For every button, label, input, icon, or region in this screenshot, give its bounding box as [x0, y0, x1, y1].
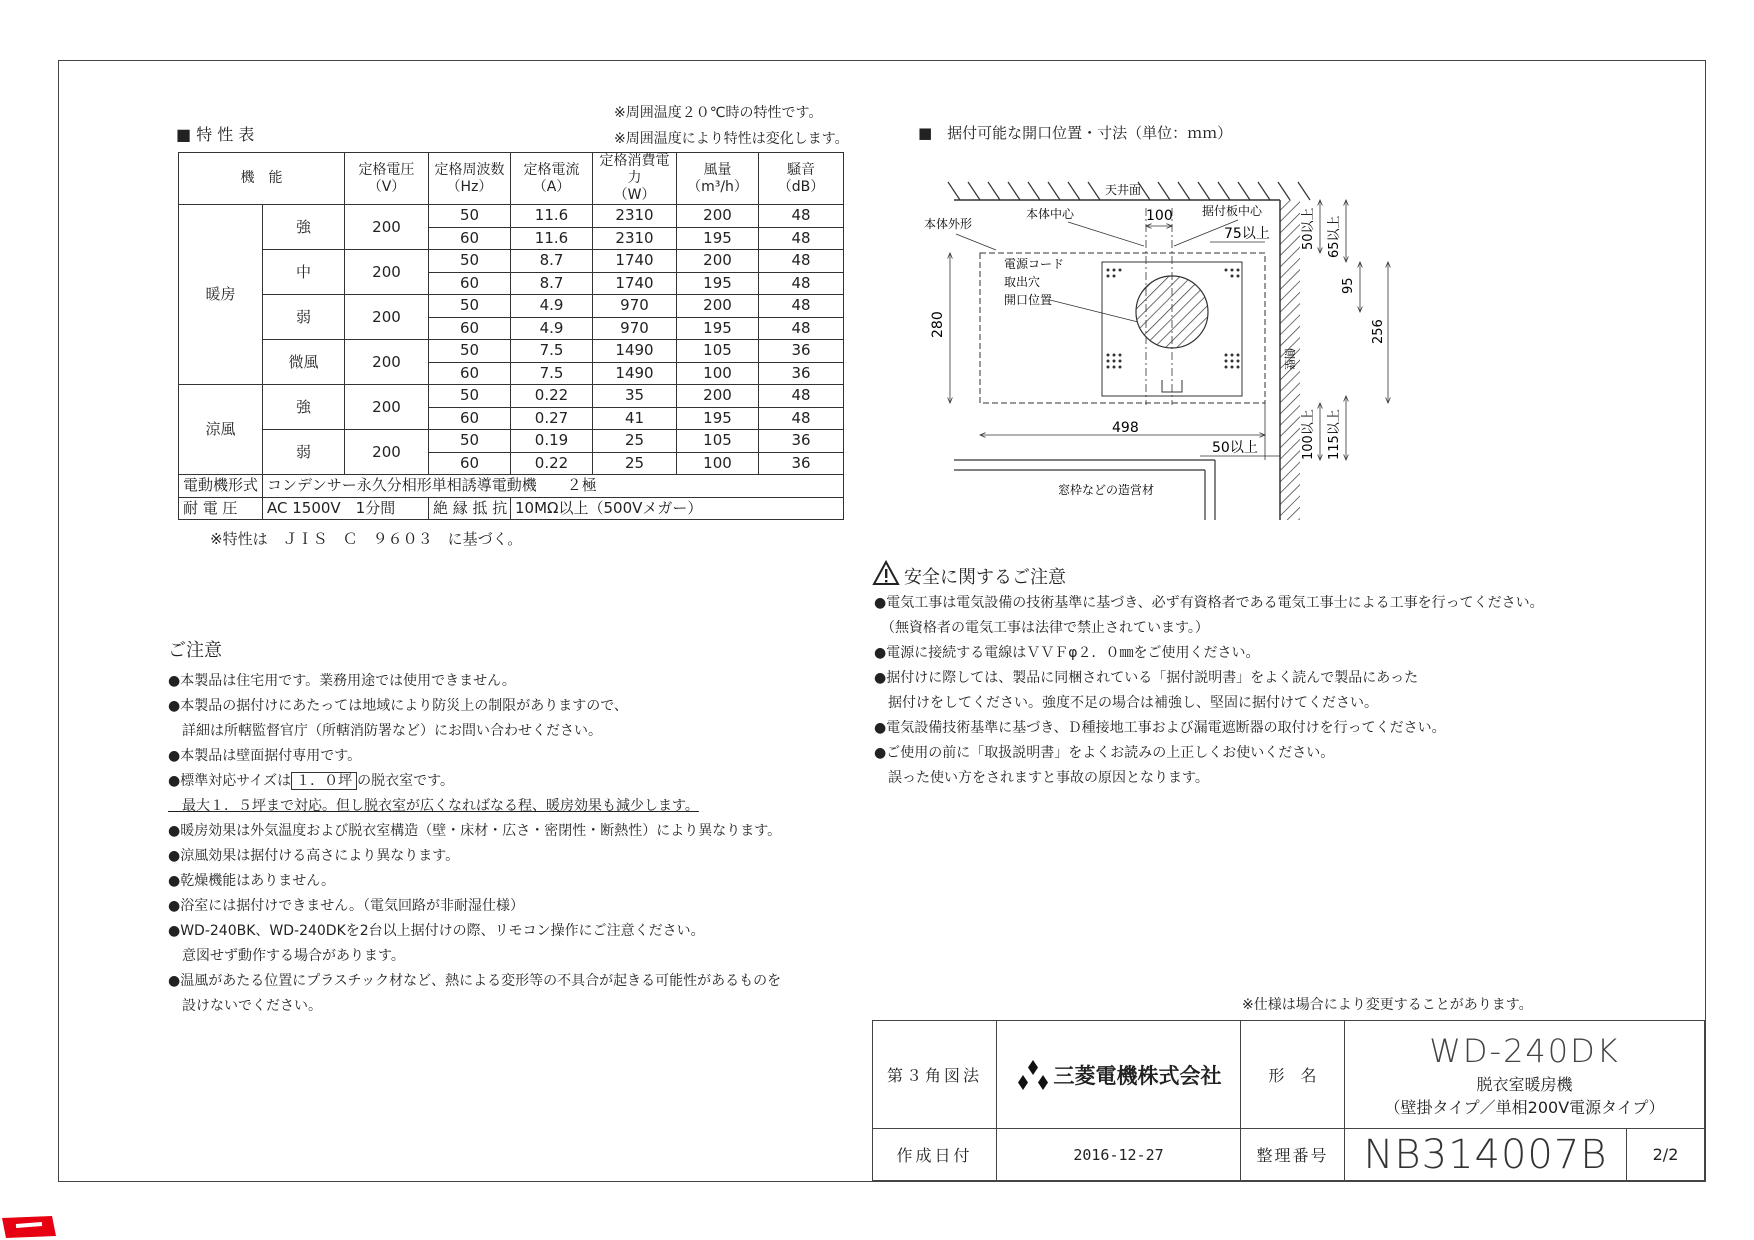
mode-name: 弱	[263, 430, 345, 475]
spec-change-note: ※仕様は場合により変更することがあります。	[1242, 997, 1533, 1013]
spec-cell: 195	[677, 227, 759, 250]
spec-cell: 36	[759, 340, 844, 363]
spec-cell: 60	[429, 317, 511, 340]
voltage-cell: 200	[345, 205, 429, 250]
spec-cell: 50	[429, 250, 511, 273]
spec-cell: 200	[677, 385, 759, 408]
spec-cell: 48	[759, 250, 844, 273]
title-block	[872, 1020, 1705, 1181]
spec-cell: 8.7	[511, 250, 593, 273]
spec-cell: 4.9	[511, 295, 593, 318]
mode-name: 微風	[263, 340, 345, 385]
spec-cell: 48	[759, 317, 844, 340]
spec-body	[179, 205, 844, 475]
spec-cell: 200	[677, 205, 759, 228]
safety-line: ●据付けに際しては、製品に同梱されている「据付説明書」をよく読んで製品にあった	[874, 670, 1419, 686]
note-line: ●本製品は住宅用です。業務用途では使用できません。	[168, 673, 516, 689]
voltage-cell: 200	[345, 430, 429, 475]
date-value: 2016-12-27	[997, 1129, 1241, 1181]
spec-note-2: ※周囲温度により特性は変化します。	[614, 131, 849, 147]
motor-value: コンデンサー永久分相形単相誘導電動機 ２極	[263, 475, 844, 498]
spec-cell: 36	[759, 362, 844, 385]
spec-cell: 35	[593, 385, 677, 408]
spec-cell: 970	[593, 317, 677, 340]
spec-cell: 60	[429, 227, 511, 250]
spec-cell: 0.27	[511, 407, 593, 430]
safety-line: 誤った使い方をされますと事故の原因となります。	[874, 770, 1209, 786]
spec-cell: 60	[429, 272, 511, 295]
spec-cell: 100	[677, 362, 759, 385]
spec-cell: 4.9	[511, 317, 593, 340]
spec-note-1: ※周囲温度２０℃時の特性です。	[614, 105, 823, 121]
spec-cell: 8.7	[511, 272, 593, 295]
dim-100-bottom: 100以上	[1301, 409, 1316, 460]
safety-line: ●電源に接続する電線はＶＶＦφ２．０㎜をご使用ください。	[874, 645, 1260, 661]
header-current: 定格電流 （A）	[511, 153, 593, 205]
dim-115: 115以上	[1327, 409, 1342, 460]
mitsubishi-logo-icon	[1016, 1060, 1050, 1090]
spec-cell: 105	[677, 430, 759, 453]
spec-cell: 0.22	[511, 385, 593, 408]
body-outline-label: 本体外形	[924, 217, 973, 231]
spec-row	[179, 430, 844, 453]
model-label: 形 名	[1241, 1021, 1345, 1129]
cord-label-2: 取出穴	[1004, 275, 1041, 289]
header-power: 定格消費電力 （W）	[593, 153, 677, 205]
number-label: 整理番号	[1241, 1129, 1345, 1181]
spec-cell: 1740	[593, 272, 677, 295]
drawing-heading: ■ 据付可能な開口位置・寸法（単位：ｍｍ）	[918, 124, 1233, 142]
dim-65: 65以上	[1327, 215, 1342, 258]
wall-label: 側壁	[1283, 348, 1296, 370]
spec-cell: 195	[677, 317, 759, 340]
spec-cell: 60	[429, 452, 511, 475]
note-line: ●本製品の据付けにあたっては地域により防災上の制限がありますので、	[168, 698, 628, 714]
note-line: ●乾燥機能はありません。	[168, 873, 336, 889]
cord-label-1: 電源コード	[1004, 257, 1065, 271]
note-line: ●暖房効果は外気温度および脱衣室構造（壁・床材・広さ・密閉性・断熱性）により異なります。	[168, 823, 782, 839]
spec-cell: 195	[677, 407, 759, 430]
spec-cell: 7.5	[511, 340, 593, 363]
dim-256: 256	[1371, 319, 1386, 344]
header-frequency: 定格周波数 （Hz）	[429, 153, 511, 205]
spec-cell: 200	[677, 250, 759, 273]
dim-498: 498	[1112, 420, 1139, 436]
spec-row	[179, 295, 844, 318]
install-diagram	[900, 160, 1420, 530]
spec-cell: 36	[759, 430, 844, 453]
notes-heading: ご注意	[168, 640, 222, 661]
safety-line: ●電気設備技術基準に基づき、Ｄ種接地工事および漏電遮断器の取付けを行ってください。	[874, 720, 1446, 736]
group-name: 暖房	[179, 205, 263, 385]
spec-cell: 100	[677, 452, 759, 475]
voltage-cell: 200	[345, 250, 429, 295]
spec-cell: 11.6	[511, 227, 593, 250]
document-number: NB314007B	[1345, 1129, 1627, 1181]
spec-cell: 11.6	[511, 205, 593, 228]
mode-name: 強	[263, 385, 345, 430]
spec-cell: 1490	[593, 340, 677, 363]
dim-50-right: 50以上	[1212, 440, 1258, 456]
withstand-label: 耐 電 圧	[179, 497, 263, 520]
dim-100: 100	[1146, 208, 1173, 224]
note-line: ●本製品は壁面据付専用です。	[168, 748, 362, 764]
spec-row	[179, 205, 844, 228]
note-line-size: ●標準対応サイズは １．０坪 の脱衣室です。	[168, 773, 454, 789]
spec-cell: 25	[593, 452, 677, 475]
dim-50-top: 50以上	[1301, 207, 1316, 250]
header-function: 機 能	[179, 153, 345, 205]
mode-name: 強	[263, 205, 345, 250]
spec-cell: 50	[429, 340, 511, 363]
plate-center-label: 据付板中心	[1202, 204, 1263, 218]
mode-name: 中	[263, 250, 345, 295]
spec-row	[179, 250, 844, 273]
spec-cell: 0.22	[511, 452, 593, 475]
motor-label: 電動機形式	[179, 475, 263, 498]
spec-cell: 48	[759, 205, 844, 228]
spec-cell: 1740	[593, 250, 677, 273]
company-cell	[997, 1021, 1241, 1129]
spec-row	[179, 385, 844, 408]
model-number: WD-240DK	[1429, 1031, 1620, 1070]
warning-icon	[872, 560, 900, 586]
safety-heading: 安全に関するご注意	[904, 567, 1066, 588]
voltage-cell: 200	[345, 340, 429, 385]
spec-cell: 48	[759, 272, 844, 295]
spec-heading: ■ 特 性 表	[176, 125, 255, 144]
spec-cell: 48	[759, 295, 844, 318]
mode-name: 弱	[263, 295, 345, 340]
spec-cell: 50	[429, 385, 511, 408]
spec-cell: 41	[593, 407, 677, 430]
safety-line: ●電気工事は電気設備の技術基準に基づき、必ず有資格者である電気工事士による工事を行ってください。	[874, 595, 1544, 611]
voltage-cell: 200	[345, 295, 429, 340]
spec-cell: 0.19	[511, 430, 593, 453]
spec-cell: 105	[677, 340, 759, 363]
spec-cell: 200	[677, 295, 759, 318]
header-voltage: 定格電圧 （V）	[345, 153, 429, 205]
spec-cell: 48	[759, 385, 844, 408]
corner-mark-icon	[0, 1212, 58, 1240]
spec-cell: 60	[429, 407, 511, 430]
spec-cell: 48	[759, 407, 844, 430]
spec-cell: 50	[429, 430, 511, 453]
product-name: 脱衣室暖房機	[1476, 1074, 1573, 1094]
spec-cell: 50	[429, 205, 511, 228]
note-line: ●涼風効果は据付ける高さにより異なります。	[168, 848, 460, 864]
note-line: 詳細は所轄監督官庁（所轄消防署など）にお問い合わせください。	[168, 723, 602, 739]
group-name: 涼風	[179, 385, 263, 475]
product-subtitle: （壁掛タイプ／単相200V電源タイプ）	[1384, 1097, 1665, 1117]
voltage-cell: 200	[345, 385, 429, 430]
spec-row	[179, 340, 844, 363]
header-airflow: 風量 （m³/h）	[677, 153, 759, 205]
dim-280: 280	[930, 311, 946, 338]
standard-note: ※特性は ＪＩＳ Ｃ ９６０３ に基づく。	[210, 530, 523, 548]
ceiling-label: 天井面	[1105, 183, 1142, 197]
insulation-value: 10MΩ以上（500Vメガー）	[511, 497, 844, 520]
note-line: ●温風があたる位置にプラスチック材など、熱による変形等の不具合が起きる可能性があるものを	[168, 973, 782, 989]
cord-label-3: 開口位置	[1004, 293, 1053, 307]
safety-line: ●ご使用の前に「取扱説明書」をよくお読みの上正しくお使いください。	[874, 745, 1335, 761]
safety-line: 据付けをしてください。強度不足の場合は補強し、堅固に据付けてください。	[874, 695, 1378, 711]
note-line: ●WD-240BK、WD-240DKを2台以上据付けの際、リモコン操作にご注意ください。	[168, 923, 705, 939]
size-box: １．０坪	[291, 772, 357, 790]
spec-cell: 7.5	[511, 362, 593, 385]
spec-cell: 60	[429, 362, 511, 385]
window-label: 窓枠などの造営材	[1058, 483, 1155, 497]
note-line: 最大１．５坪まで対応。但し脱衣室が広くなればなる程、暖房効果も減少します。	[168, 798, 699, 814]
projection-label: 第３角図法	[873, 1021, 997, 1129]
spec-cell: 50	[429, 295, 511, 318]
model-cell	[1345, 1021, 1705, 1129]
spec-cell: 36	[759, 452, 844, 475]
withstand-value: AC 1500V 1分間	[263, 497, 429, 520]
body-center-label: 本体中心	[1026, 207, 1075, 221]
safety-line: （無資格者の電気工事は法律で禁止されています。）	[874, 620, 1209, 636]
spec-cell: 2310	[593, 205, 677, 228]
header-noise: 騒音 （dB）	[759, 153, 844, 205]
spec-cell: 970	[593, 295, 677, 318]
note-line: ●浴室には据付けできません。（電気回路が非耐湿仕様）	[168, 898, 525, 914]
dim-75: 75以上	[1224, 226, 1270, 242]
spec-cell: 1490	[593, 362, 677, 385]
spec-cell: 2310	[593, 227, 677, 250]
spec-table	[178, 152, 844, 520]
dim-95: 95	[1341, 277, 1356, 294]
spec-cell: 195	[677, 272, 759, 295]
date-label: 作成日付	[873, 1129, 997, 1181]
spec-cell: 48	[759, 227, 844, 250]
note-line: 設けないでください。	[168, 998, 322, 1014]
page-number: 2/2	[1627, 1129, 1705, 1181]
company-name: 三菱電機株式会社	[1053, 1063, 1222, 1088]
spec-cell: 25	[593, 430, 677, 453]
insulation-label: 絶 縁 抵 抗	[429, 497, 511, 520]
note-line: 意図せず動作する場合があります。	[168, 948, 405, 964]
